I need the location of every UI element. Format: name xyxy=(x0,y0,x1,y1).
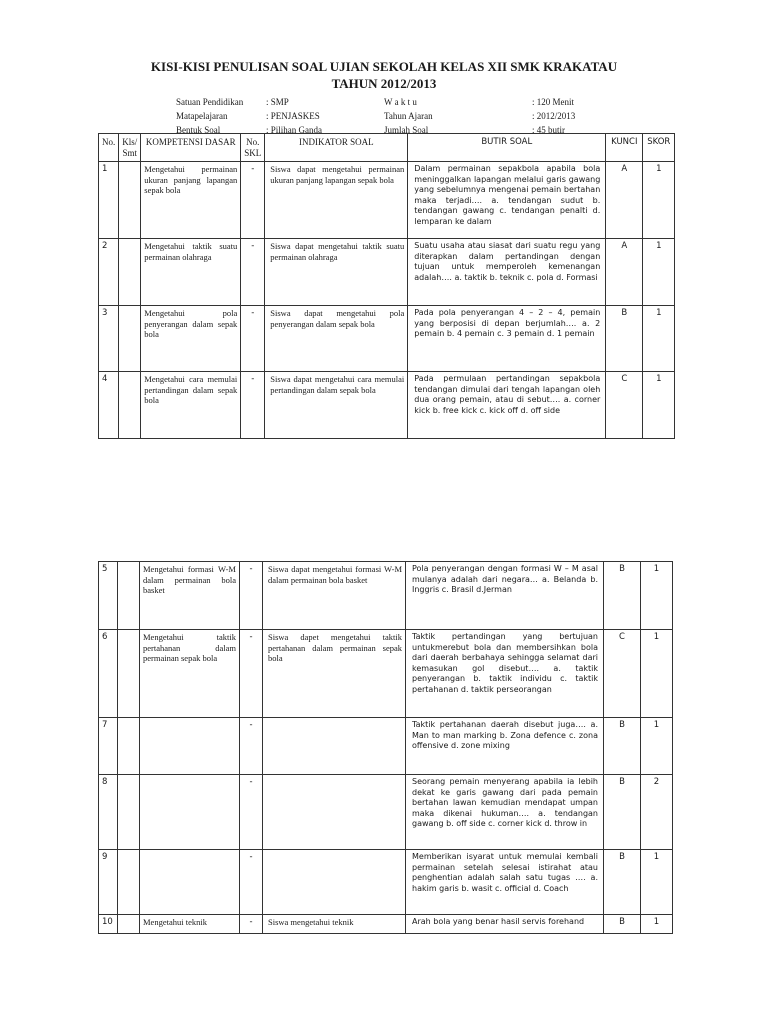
cell-kompetensi xyxy=(140,775,240,850)
cell-kompetensi: Mengetahui teknik xyxy=(140,915,240,934)
meta-value-2: : 45 butir xyxy=(532,125,565,135)
meta-value: : Pilihan Ganda xyxy=(266,125,322,135)
header-kls: Kls/ Smt xyxy=(119,134,141,162)
cell-butir: Arah bola yang benar hasil servis forehand xyxy=(406,915,604,934)
cell-skl: - xyxy=(241,239,265,306)
cell-indikator xyxy=(263,775,406,850)
cell-skor: 1 xyxy=(643,372,675,439)
cell-skor: 1 xyxy=(643,306,675,372)
cell-kls xyxy=(118,915,140,934)
meta-label-2: Tahun Ajaran xyxy=(384,111,433,121)
cell-no: 5 xyxy=(99,562,118,630)
cell-indikator xyxy=(263,850,406,915)
table-row xyxy=(99,239,675,306)
cell-kompetensi: Mengetahui cara memulai pertandingan dalam sepak bola xyxy=(141,372,241,439)
cell-kls xyxy=(119,372,141,439)
cell-indikator: Siswa dapat mengetahui permainan ukuran panjang lapangan sepak bola xyxy=(265,162,408,239)
cell-no: 6 xyxy=(99,630,118,718)
cell-kls xyxy=(118,850,140,915)
cell-kunci: C xyxy=(604,630,641,718)
cell-butir: Pola penyerangan dengan formasi W – M asal mulanya adalah dari negara… a. Belanda b. Inggris c. Brasil d.Jerman xyxy=(406,562,604,630)
cell-kls xyxy=(119,162,141,239)
table-row xyxy=(99,915,673,934)
cell-skl: - xyxy=(241,162,265,239)
meta-value-2: : 120 Menit xyxy=(532,97,574,107)
meta-row xyxy=(176,95,656,109)
cell-indikator: Siswa dapat mengetahui formasi W-M dalam permainan bola basket xyxy=(263,562,406,630)
cell-kompetensi: Mengetahui taktik pertahanan dalam permainan sepak bola xyxy=(140,630,240,718)
cell-indikator: Siswa dapat mengetahui pola penyerangan dalam sepak bola xyxy=(265,306,408,372)
meta-label: Matapelajaran xyxy=(176,111,228,121)
cell-no: 3 xyxy=(99,306,119,372)
cell-indikator: Siswa dapat mengetahui taktik suatu permainan olahraga xyxy=(265,239,408,306)
document-title: KISI-KISI PENULISAN SOAL UJIAN SEKOLAH KELAS XII SMK KRAKATAU xyxy=(150,59,618,74)
table-header-row xyxy=(99,134,675,162)
cell-skl: - xyxy=(240,718,263,775)
meta-row xyxy=(176,109,656,123)
cell-butir: Taktik pertahanan daerah disebut juga…. a. Man to man marking b. Zona defence c. zona offensive d. zone mixing xyxy=(406,718,604,775)
cell-butir: Dalam permainan sepakbola apabila bola meninggalkan lapangan melalui garis gawang yang sebelumnya mengenai pemain bertahan maka terjadi…. a. tendangan sudut b. tendangan gawang c. tendangan penalti d. lemparan ke dalam xyxy=(408,162,606,239)
cell-skl: - xyxy=(241,306,265,372)
cell-indikator: Siswa dapet mengetahui taktik pertahanan dalam permainan sepak bola xyxy=(263,630,406,718)
cell-skl: - xyxy=(240,775,263,850)
cell-indikator: Siswa dapat mengetahui cara memulai pertandingan dalam sepak bola xyxy=(265,372,408,439)
cell-kunci: B xyxy=(604,915,641,934)
meta-label: Satuan Pendidikan xyxy=(176,97,244,107)
cell-skor: 1 xyxy=(641,718,673,775)
cell-butir: Pada permulaan pertandingan sepakbola tendangan dimulai dari tengah lapangan oleh dua orang pemain, atau di sebut…. a. corner kick b. free kick c. kick off d. off side xyxy=(408,372,606,439)
header-indikator: INDIKATOR SOAL xyxy=(265,134,408,162)
cell-indikator xyxy=(263,718,406,775)
cell-no: 9 xyxy=(99,850,118,915)
cell-skor: 1 xyxy=(643,239,675,306)
header-kunci: KUNCI xyxy=(606,134,643,162)
header-no: No. xyxy=(99,134,119,162)
meta-value: : SMP xyxy=(266,97,289,107)
table-row xyxy=(99,775,673,850)
cell-skl: - xyxy=(241,372,265,439)
cell-butir: Seorang pemain menyerang apabila ia lebih dekat ke garis gawang dari pada pemain bertahan lawan kemudian mendapat umpan maka dikenai hukuman…. a. tendangan gawang b. off side c. corner kick d. throw in xyxy=(406,775,604,850)
cell-butir: Suatu usaha atau siasat dari suatu regu yang diterapkan dalam pertandingan dengan tujuan untuk memperoleh kemenangan adalah…. a. taktik b. teknik c. pola d. Formasi xyxy=(408,239,606,306)
cell-kompetensi: Mengetahui taktik suatu permainan olahraga xyxy=(141,239,241,306)
header-no-skl: No. SKL xyxy=(241,134,265,162)
cell-skor: 1 xyxy=(643,162,675,239)
cell-kls xyxy=(118,562,140,630)
cell-no: 1 xyxy=(99,162,119,239)
cell-kunci: B xyxy=(604,562,641,630)
cell-kunci: C xyxy=(606,372,643,439)
cell-skor: 1 xyxy=(641,850,673,915)
table-row xyxy=(99,162,675,239)
header-butir: BUTIR SOAL xyxy=(408,134,606,162)
cell-kompetensi: Mengetahui pola penyerangan dalam sepak bola xyxy=(141,306,241,372)
cell-skl: - xyxy=(240,850,263,915)
cell-kunci: B xyxy=(604,850,641,915)
cell-kompetensi xyxy=(140,718,240,775)
cell-kompetensi: Mengetahui permainan ukuran panjang lapangan sepak bola xyxy=(141,162,241,239)
cell-kls xyxy=(118,718,140,775)
cell-kompetensi: Mengetahui formasi W-M dalam permainan bola basket xyxy=(140,562,240,630)
cell-skl: - xyxy=(240,915,263,934)
cell-skor: 1 xyxy=(641,562,673,630)
cell-kls xyxy=(119,306,141,372)
cell-skor: 1 xyxy=(641,630,673,718)
table-row xyxy=(99,630,673,718)
kisi-kisi-table-continued xyxy=(98,561,673,934)
meta-value-2: : 2012/2013 xyxy=(532,111,576,121)
cell-no: 2 xyxy=(99,239,119,306)
meta-value: : PENJASKES xyxy=(266,111,320,121)
header-kompetensi: KOMPETENSI DASAR xyxy=(141,134,241,162)
cell-kls xyxy=(118,775,140,850)
cell-skor: 1 xyxy=(641,915,673,934)
meta-info xyxy=(176,95,656,137)
table-row xyxy=(99,562,673,630)
cell-kls xyxy=(119,239,141,306)
cell-butir: Pada pola penyerangan 4 – 2 – 4, pemain yang berposisi di depan berjumlah…. a. 2 pemain b. 4 pemain c. 3 pemain d. 1 pemain xyxy=(408,306,606,372)
cell-kunci: B xyxy=(606,306,643,372)
document-subtitle: TAHUN 2012/2013 xyxy=(331,76,437,91)
cell-no: 4 xyxy=(99,372,119,439)
kisi-kisi-table xyxy=(98,133,675,439)
cell-kompetensi xyxy=(140,850,240,915)
cell-butir: Taktik pertandingan yang bertujuan untukmerebut bola dan membersihkan bola dari daerah berbahaya sehingga selamat dari kemasukan gol disebut…. a. taktik penyerangan b. taktik individu c. taktik pertahanan d. taktik perseorangan xyxy=(406,630,604,718)
meta-label: Bentuk Soal xyxy=(176,125,221,135)
table-row xyxy=(99,718,673,775)
table-row xyxy=(99,306,675,372)
cell-butir: Memberikan isyarat untuk memulai kembali permainan setelah selesai istirahat atau penghentian adalah salah satu tugas …. a. hakim garis b. wasit c. official d. Coach xyxy=(406,850,604,915)
cell-skor: 2 xyxy=(641,775,673,850)
table-row xyxy=(99,372,675,439)
header-skor: SKOR xyxy=(643,134,675,162)
cell-kunci: B xyxy=(604,775,641,850)
cell-no: 10 xyxy=(99,915,118,934)
meta-label-2: Jumlah Soal xyxy=(384,125,429,135)
cell-skl: - xyxy=(240,562,263,630)
cell-kls xyxy=(118,630,140,718)
meta-label-2: W a k t u xyxy=(384,97,417,107)
cell-kunci: A xyxy=(606,162,643,239)
cell-kunci: B xyxy=(604,718,641,775)
cell-skl: - xyxy=(240,630,263,718)
cell-kunci: A xyxy=(606,239,643,306)
cell-no: 8 xyxy=(99,775,118,850)
table-row xyxy=(99,850,673,915)
cell-no: 7 xyxy=(99,718,118,775)
cell-indikator: Siswa mengetahui teknik xyxy=(263,915,406,934)
